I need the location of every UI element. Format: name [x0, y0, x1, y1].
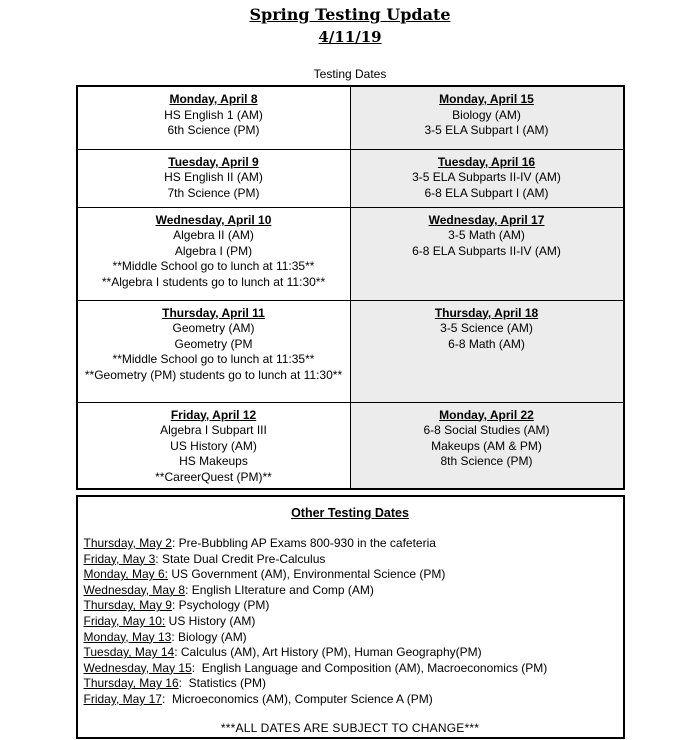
other-date-item: [84, 645, 623, 661]
cell-line: Biology (AM): [452, 107, 521, 122]
schedule-row: [77, 300, 624, 402]
cell-date: Thursday, April 11: [162, 305, 265, 320]
cell-line: **CareerQuest (PM)**: [155, 469, 272, 484]
page-title: Spring Testing Update: [249, 5, 451, 24]
cell-line: 8th Science (PM): [440, 454, 533, 468]
cell-date: Monday, April 15: [439, 92, 534, 106]
schedule-cell-april-9: [77, 149, 351, 207]
other-date-item: [84, 630, 623, 646]
other-item-detail: : Pre-Bubbling AP Exams 800-930 in the cafeteria: [171, 536, 436, 550]
cell-date: Monday, April 22: [439, 407, 534, 422]
other-item-date: Friday, May 17: [83, 691, 162, 706]
other-date-item: [84, 692, 623, 708]
cell-line: 6th Science (PM): [167, 123, 260, 137]
other-date-item: [84, 598, 623, 614]
cell-line: Algebra I (PM): [174, 243, 253, 258]
cell-line: Geometry (AM): [172, 321, 255, 335]
schedule-cell-april-17: [350, 207, 624, 300]
document-date: 4/11/19: [318, 28, 382, 46]
cell-line: Algebra I Subpart III: [160, 423, 267, 437]
cell-date: Friday, April 12: [170, 407, 257, 422]
schedule-cell-april-22: [350, 402, 624, 489]
other-item-date: Tuesday, May 14: [83, 645, 175, 660]
cell-line: Makeups (AM & PM): [431, 438, 542, 453]
cell-date: Wednesday, April 10: [155, 212, 272, 227]
cell-line: 6-8 ELA Subparts II-IV (AM): [412, 243, 561, 258]
cell-line: HS Makeups: [179, 454, 248, 468]
other-date-item: [84, 661, 623, 677]
schedule-cell-april-11: [77, 300, 351, 402]
other-item-date: Friday, May 10:: [83, 613, 166, 628]
other-item-detail: : English Language and Composition (AM), Macroeconomics (PM): [191, 660, 548, 675]
cell-line: Algebra II (AM): [173, 228, 254, 242]
cell-line: 7th Science (PM): [167, 185, 260, 200]
cell-line: **Algebra I students go to lunch at 11:30**: [101, 274, 326, 289]
testing-dates-table: [76, 85, 625, 490]
schedule-cell-april-8: [77, 86, 351, 149]
schedule-cell-april-18: [350, 300, 624, 402]
other-date-item: [84, 676, 623, 692]
schedule-cell-april-16: [350, 149, 624, 207]
cell-line: **Geometry (PM) students go to lunch at 11:30**: [84, 367, 343, 382]
other-item-date: Wednesday, May 15: [83, 660, 192, 675]
cell-date: Wednesday, April 17: [428, 212, 545, 227]
schedule-cell-april-10: [77, 207, 351, 300]
cell-line: 6-8 Math (AM): [448, 336, 525, 351]
cell-line: **Middle School go to lunch at 11:35**: [112, 259, 315, 273]
cell-date: Monday, April 8: [169, 92, 258, 106]
cell-line: HS English II (AM): [164, 170, 263, 184]
other-item-date: Friday, May 3: [83, 551, 156, 566]
other-date-item: [84, 567, 623, 583]
other-item-detail: : Calculus (AM), Art History (PM), Human Geography(PM): [174, 645, 482, 660]
other-item-date: Thursday, May 9: [83, 598, 172, 613]
other-testing-dates-box: [76, 495, 625, 739]
cell-line: 3-5 ELA Subpart I (AM): [424, 123, 549, 137]
cell-date: Tuesday, April 9: [168, 154, 259, 169]
cell-line: 3-5 Science (AM): [440, 321, 533, 335]
dates-subject-to-change-note: ***ALL DATES ARE SUBJECT TO CHANGE***: [220, 720, 480, 735]
cell-date: Thursday, April 18: [434, 305, 539, 320]
schedule-row: [77, 402, 624, 489]
other-item-detail: : Psychology (PM): [171, 598, 270, 613]
cell-line: HS English 1 (AM): [164, 107, 263, 122]
other-item-date: Monday, May 6:: [83, 567, 168, 582]
other-item-date: Thursday, May 16: [83, 676, 179, 691]
other-item-detail: : Statistics (PM): [178, 676, 266, 691]
cell-date: Tuesday, April 16: [437, 154, 536, 169]
cell-line: **Middle School go to lunch at 11:35**: [112, 352, 315, 366]
other-testing-dates-heading: Other Testing Dates: [291, 506, 409, 520]
other-item-detail: US Government (AM), Environmental Science (PM): [167, 567, 446, 582]
other-item-date: Monday, May 13: [83, 629, 172, 644]
cell-line: Geometry (PM: [174, 336, 253, 351]
other-item-detail: : Microeconomics (AM), Computer Science A (PM): [161, 691, 433, 706]
testing-dates-label: Testing Dates: [313, 67, 387, 81]
other-testing-dates-list: [78, 536, 623, 708]
cell-line: 3-5 ELA Subparts II-IV (AM): [412, 170, 561, 184]
schedule-cell-april-12: [77, 402, 351, 489]
other-date-item: [84, 614, 623, 630]
schedule-row: [77, 207, 624, 300]
other-item-detail: US History (AM): [165, 613, 256, 628]
other-date-item: [84, 552, 623, 568]
other-item-date: Thursday, May 2: [83, 536, 172, 550]
schedule-row: [77, 86, 624, 149]
schedule-cell-april-15: [350, 86, 624, 149]
other-item-date: Wednesday, May 8: [83, 582, 186, 597]
other-item-detail: : English LIterature and Comp (AM): [185, 582, 374, 597]
other-date-item: [84, 583, 623, 599]
schedule-row: [77, 149, 624, 207]
cell-line: 3-5 Math (AM): [448, 228, 525, 242]
cell-line: US History (AM): [170, 438, 257, 453]
other-item-detail: : State Dual Credit Pre-Calculus: [155, 551, 326, 566]
other-date-item: [84, 536, 623, 552]
other-item-detail: : Biology (AM): [171, 629, 247, 644]
cell-line: 6-8 ELA Subpart I (AM): [424, 185, 549, 200]
cell-line: 6-8 Social Studies (AM): [423, 423, 550, 437]
